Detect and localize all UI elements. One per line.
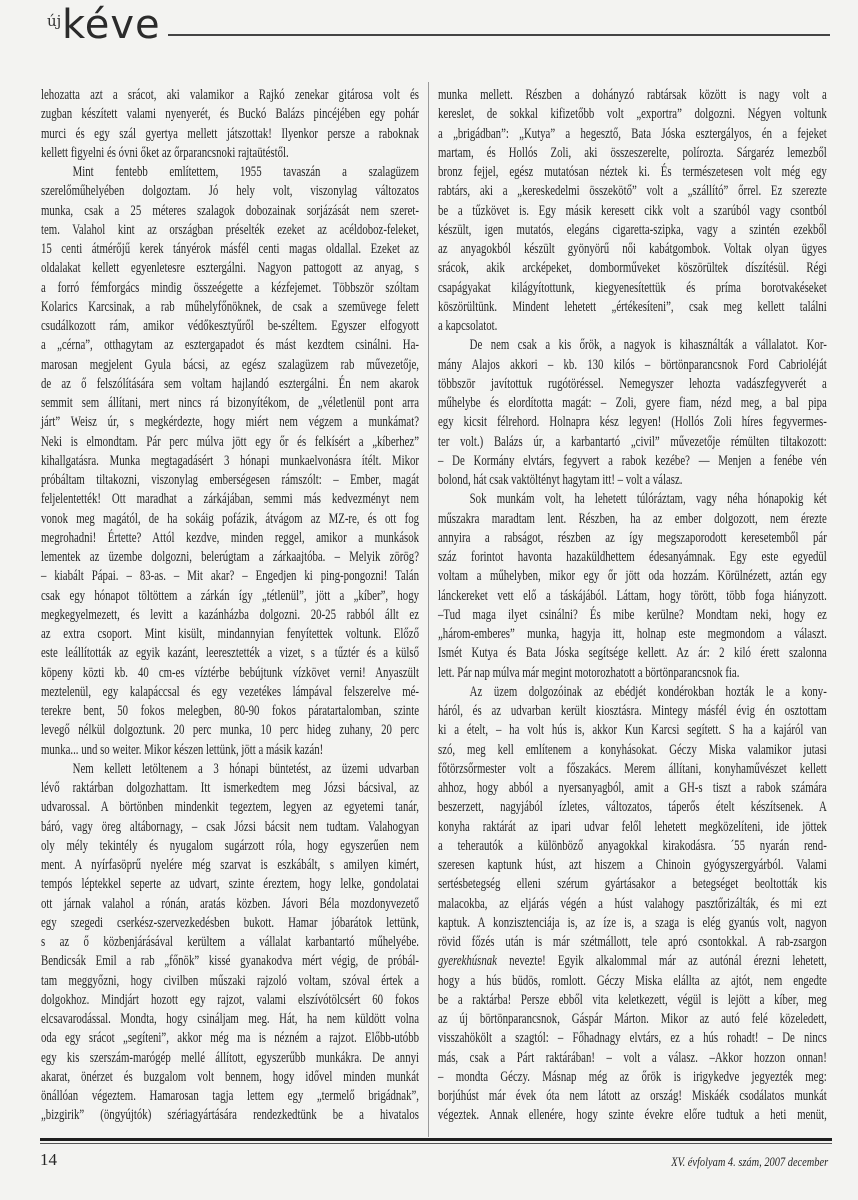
- text-line: Bendicsák Emil a rab „főnök” kissé gyanakodva mért végig, de próbál-: [41, 953, 419, 970]
- text-line: az új börtönparancsnok, Gáspár Márton. Mikor az autó felé közeledett,: [438, 1011, 827, 1027]
- text-line: csapágyakat kilágyítottunk, kiegyenesítettük és príma borotvakéseket: [438, 279, 827, 296]
- text-line: a „brigádban”: „Kutya” a hegesztő, Bata Jóska esztergályos, én a fejeket: [438, 125, 827, 142]
- text-line: martam, és Hollós Zoli, aki összeszerelte, polírozta. Sárgaréz lemezből: [438, 144, 827, 161]
- magazine-logo: kéve: [62, 2, 161, 48]
- text-line: zugban készített valami nyenyerét, és Buckó Balázs pincéjében egy pohár: [41, 106, 419, 123]
- text-line: többször javítottuk rugótöréssel. Nemegyszer lehozta vadászfegyverét a: [438, 375, 827, 392]
- text-line: vonok meg magától, de ha sokáig pofázik, átvágom az MZ-re, és ott fog: [41, 510, 419, 527]
- text-line: bronz fejjel, egész mutatósan néztek ki. És természetesen volt még egy: [438, 164, 827, 180]
- text-line: műhelybe és elordította magát: – Zoli, gyere fiam, nézd meg, a bal pipa: [438, 395, 827, 411]
- footer-rule-thin: [40, 1143, 832, 1144]
- text-line: Neki is elmondtam. Pár perc múlva jött egy őr és felkísért a „kíberhez”: [41, 433, 419, 450]
- text-line: ki a ételt, – ha volt hús is, akkor Kun Karcsi segített. S ha a kajáról van: [438, 722, 827, 739]
- text-line: Az üzem dolgozóinak az ebédjét kondérokban hozták le a kony-: [469, 683, 827, 700]
- text-line: köpeny közti kb. 40 cm-es víztérbe bebújtunk vízkövet verni! Anyaszült: [41, 664, 419, 681]
- italic-term: gyerekhúsnak: [438, 953, 497, 970]
- text-line: – De Kormány elvtárs, fegyvert a rabok kezébe? — Menjen a fenébe vén: [438, 452, 827, 469]
- text-line: „három-emberes” munka, hagyja itt, holnap este megmondom a választ.: [438, 626, 827, 642]
- text-line: dolgokhoz. Mindjárt hozott egy rajzot, valami elszívótölcsért 60 fokos: [41, 991, 419, 1008]
- text-line: háról, és az udvarban került kiosztásra. Mintegy másfél évig én osztottam: [438, 703, 827, 719]
- text-line: lévő raktárban dolgozhattam. Itt ismerkedtem meg Józsi bácsival, az: [41, 780, 419, 796]
- text-line: száz forintot havonta hazaküldhettem édesanyámnak. Egy este egyedül: [438, 549, 827, 565]
- text-line: báró, vagy öreg altábornagy, – csak Józsi bácsit nem tudtam. Valahogyan: [41, 818, 419, 835]
- text-line: az extra csoport. Mint kisült, mindannyian fenyítettek voltunk. Előző: [41, 626, 419, 642]
- text-line: murci és egy szál gyertya mellett játszottak! Ilyenkor persze a raboknak: [41, 125, 419, 142]
- text-line: főtörzsőrmester volt a főszakács. Merem állítani, konyhaművészet kellett: [438, 760, 827, 777]
- page-number: 14: [40, 1150, 57, 1169]
- text-line: De nem csak a kis őrök, a nagyok is kihasználták a vállalatot. Kor-: [469, 337, 827, 354]
- text-line: bolond, hát csak vaktöltényt hagytam itt! – volt a válasz.: [438, 472, 683, 488]
- text-line: Mint fentebb említettem, 1955 tavaszán a szalagüzem: [72, 164, 420, 180]
- text-line: 15 centi átmérőjű kerek tányérok másfél centi magas oldallal. Ezeket az: [41, 241, 419, 257]
- text-line: munka... und so weiter. Mikor készen lettünk, jött a másik kazán!: [41, 741, 324, 758]
- text-line: kihallgatásra. Munka megtagadásért 3 hónapi munkaelvonásra ítélt. Mikor: [41, 452, 419, 469]
- header-rule: [168, 34, 830, 36]
- text-line: srácok, akik arcképeket, domborműveket köszörültek díszítésül. Régi: [438, 260, 827, 277]
- text-line: Ismét Kutya és Bata Jóska segítsége kellett. Az ár: 2 kiló érett szalonna: [438, 645, 827, 662]
- text-line: be a tűzkövet is. Egy másik keresett cikk volt a szarúból vagy csontból: [438, 202, 827, 219]
- text-line: csudálkozott rám, amikor védőkesztyűről be-széltem. Egyszer elfogyott: [41, 318, 419, 334]
- column-divider: [428, 82, 429, 1137]
- text-line: s az ő közbenjárásával kerültem a vállalat karbantartó műhelyébe.: [41, 934, 419, 950]
- text-line: este leállították az egyik kazánt, leeresztették a vizet, s a tűztér és a külső: [41, 645, 419, 662]
- paragraph: [41, 760, 419, 1126]
- text-line: feljelentették! Ott maradhat a zárkájában, semmi más kedvezményt nem: [41, 491, 419, 508]
- text-line: „bizgirik” (öngyújtók) szériagyártására rendezkedtünk be a hivatalos: [41, 1107, 419, 1124]
- text-line: más, csak a Párt raktárában! – volt a válasz. –Akkor hozzon onnan!: [438, 1049, 827, 1066]
- text-line: oda egy srácot „segíteni”, akkor még ma is nézném a rajzot. Előbb-utóbb: [41, 1030, 419, 1047]
- text-line: lett. Pár nap múlva már megint motorozhatott a börtönparancsnok fia.: [438, 664, 740, 681]
- text-line: – kiabált Pápai. – 83-as. – Mit akar? – Engedjen ki ping-pongozni! Talán: [41, 568, 419, 585]
- text-line: hogy a hús büdös, romlott. Géczy Miska elállta az ajtót, nem engedte: [438, 972, 827, 989]
- text-line: köszörültünk. Mindent lehetett „értékesíteni”, csak meg kellett találni: [438, 298, 827, 315]
- text-line: meztelenül, egy kalapáccsal és egy vezetékes lámpával felszerelve mé-: [41, 683, 419, 700]
- text-line: –Tud maga ilyet csinálni? És mibe kerülne? Mondtam neki, hogy ez: [438, 606, 827, 623]
- text-line: önállóan végeztem. Hamarosan tagja lettem egy „termelő brigádnak”,: [41, 1088, 419, 1104]
- text-line: semmit sem állítani, mert nincs rá bizonyítékom, de „véletlenül pont arra: [41, 395, 419, 411]
- text-line: marosan megjelent Gyula bácsi, az egész szalagüzem rab művezetője,: [41, 356, 419, 373]
- text-line: voltam a műhelyben, mikor egy őr jött oda hozzám. Körülnézett, aztán egy: [438, 568, 827, 585]
- text-line: a teherautók a különböző anyagokkal kirakodásra. ´55 nyarán rend-: [438, 837, 827, 854]
- text-line: tam meggyőzni, hogy civilben műszaki rajzoló voltam, szóval értek a: [41, 972, 419, 989]
- text-line: szerelőműhelyében dolgoztam. Jó hely volt, viszonylag változatos: [41, 183, 419, 200]
- text-line: be a raktárba! Persze ebből vita keletkezett, végül is lejött a kíber, meg: [438, 991, 827, 1008]
- text-line: szó, meg kell említenem a konyhásokat. Géczy Miska valamikor jutasi: [438, 741, 827, 758]
- text-line: elcsavarodással. Mondta, hogy csináljam meg. Hát, ha nem küldött volna: [41, 1011, 419, 1027]
- text-line: műszakra maradtam lent. Részben, ha az ember dolgozott, nem érezte: [438, 510, 827, 527]
- text-line: a forró fémforgács mindig összeégette a kézfejemet. Többször szóltam: [41, 279, 419, 296]
- text-line: akarat, önérzet és buzgalom volt bennem, hogy idővel minden munkát: [41, 1068, 419, 1085]
- text-line: kaptuk. A konzisztenciája is, az íze is, a szaga is elég gyanús volt, nagyon: [438, 914, 827, 931]
- footer-rule: [40, 1138, 832, 1141]
- text-line: szeresen kaptunk húst, azt hiszem a Chinoin gyógyszergyárból. Valami: [438, 857, 827, 873]
- text-line: járt” Weisz úr, s megkérdezte, hogy miért nem végzem a munkámat?: [41, 414, 419, 431]
- text-line: kellett figyelni és óvni őket az őrparancsnoki rajtaütéstől.: [41, 144, 289, 161]
- text-line: lementek az üzembe dolgozni, belerúgtam a zárkaajtóba. – Melyik zörög?: [41, 549, 419, 565]
- text-line: egy kicsit félrehord. Holnapra kész legyen! (Hollós Zoli híres fegyvermes-: [438, 414, 827, 431]
- text-line: ter volt.) Balázs úr, a karbantartó „civil” művezetője rémülten tiltakozott:: [438, 433, 827, 450]
- text-line: beszerzett, nagyjából ízletes, változatos, táperős ételt készítsenek. A: [438, 799, 827, 816]
- magazine-title-prefix: új: [47, 12, 62, 30]
- paragraph: [438, 336, 827, 490]
- text-line: sertésbetegség elleni szérum gyártásakor a betegséget beoltották kis: [438, 876, 827, 893]
- text-line: próbáltam tiltakozni, viszonylag emberségesen rámszólt: – Ember, magát: [41, 472, 419, 488]
- paragraph: [438, 683, 827, 1126]
- text-line: Sok munkám volt, ha lehetett túlóráztam, vagy néha hónapokig két: [469, 491, 827, 508]
- text-line: rabtárs, aki a „kereskedelmi összekötő” volt a „szállító” őrrel. Ez szerezte: [438, 183, 827, 200]
- paragraph: [438, 490, 827, 683]
- issue-info: XV. évfolyam 4. szám, 2007 december: [671, 1154, 828, 1169]
- text-line: oly mély tekintély és nyugalom sugárzott róla, hogy egyszerűen nem: [41, 837, 419, 854]
- text-line: egy szegedi cserkész-szervezkedésben bukott. Hamar jóbarátok lettünk,: [41, 914, 419, 931]
- text-line: [438, 952, 827, 971]
- text-line: munka mellett. Részben a dohányzó rabtársak között is nagy volt a: [438, 87, 827, 103]
- text-line: végeztek. Annak ellenére, hogy szinte évekre előre tudtuk a heti menüt,: [438, 1107, 827, 1124]
- right-column: [438, 86, 858, 1131]
- text-line: malacokba, az eljárás végén a húst valahogy pasztőrizálták, és mi ezt: [438, 895, 827, 912]
- text-line: tempós léptekkel seperte az udvart, szinte éreztem, hogy lelke, gondolatai: [41, 876, 419, 893]
- text-line: az anyagokból készült gyönyörű női kabátgombok. Voltak olyan ügyes: [438, 241, 827, 257]
- text-line: udvarossal. A börtönben mindenkit tegeztem, legyen az egyetemi tanár,: [41, 799, 419, 816]
- text-line: terekre bent, 50 fokos melegben, 80-90 fokos páratartalomban, szinte: [41, 703, 419, 719]
- text-line: munka, csak a 25 méteres szalagok dobozainak sorjázását nem szeret-: [41, 202, 419, 219]
- paragraph: [438, 86, 827, 336]
- text-line: borjúhúst már évek óta nem látott az ország! Miskáék csodálatos munkát: [438, 1088, 827, 1104]
- text-line: lehozatta azt a srácot, aki valamikor a Rajkó zenekar gitárosa volt és: [41, 87, 419, 103]
- text-line: mány Alajos akkori – kb. 130 kilós – börtönparancsnok Ford Cabrioléját: [438, 356, 827, 373]
- text-line: konyha raktárát az ipari udvar felől lehetett megközelíteni, ide jöttek: [438, 818, 827, 835]
- text-line: ahhoz, hogy abból a nyersanyagból, amit a GH-s tiszt a rabok számára: [438, 780, 827, 796]
- text-line: lánckereket vett elő a táskájából. Láttam, hogy törött, több foga hiányzott.: [438, 587, 827, 604]
- paragraph: [41, 86, 419, 163]
- text-line: egy kis szerszám-marógép mellé állított, egyszerűbb munkákra. De annyi: [41, 1049, 419, 1066]
- text-line: oldalakat kellett egyenletesre esztergálni. Nagyon pattogott az anyag, s: [41, 260, 419, 277]
- text-line: Nem kellett letöltenem a 3 hónapi büntetést, az üzemi udvarban: [72, 760, 420, 777]
- text-line: tem. Valahol kint az országban préselték ezeket az acéldoboz-feleket,: [41, 221, 419, 238]
- text-line: – mondta Géczy. Másnap még az őrök is irigykedve jegyezték meg:: [438, 1068, 827, 1085]
- text-line: megkegyelmezett, és levitt a kazánházba dolgozni. 20-25 rabból állt ez: [41, 606, 419, 623]
- text-line: kereslet, de sokkal kifizetőbb volt „exportra” dolgozni. Négyen voltunk: [438, 106, 827, 123]
- text-line: levegő nélkül dolgoztunk. 20 perc munka, 10 perc hideg zuhany, 20 perc: [41, 722, 419, 739]
- text-line: csak egy hónapot töltöttem a zárkán így „tétlenül”, jött a „kíber”, hogy: [41, 587, 419, 604]
- text-segment: nevezte! Egyik alkalommal már az autónál érezni lehetett,: [496, 953, 827, 970]
- text-line: ment. A nyírfasöprű nyelére még szarvat is eszkábált, s amilyen kimért,: [41, 857, 419, 873]
- text-line: a kapcsolatot.: [438, 318, 498, 334]
- text-line: rövid főzés után is már szétmállott, tele apró csontokkal. A rab-zsargon: [438, 934, 827, 950]
- text-line: készült, igen mutatós, elegáns cigaretta-szipka, vagy a szintén ezekből: [438, 221, 827, 238]
- text-line: a „cérna”, otthagytam az esztergapadot és mást kezdtem csinálni. Ha-: [41, 337, 419, 354]
- text-line: visszahökölt a szagtól: – Főhadnagy elvtárs, ez a hús rohadt! – De nincs: [438, 1030, 827, 1047]
- text-line: annyira a rabságot, részben az így megszaporodott keresetemből pár: [438, 529, 827, 546]
- text-line: de az ő felszólítására sem voltam hajlandó esztergálni. Én nem akarok: [41, 375, 419, 392]
- text-line: Kolarics Karcsinak, a rab műhelyfőnöknek, de csak a szemüvege felett: [41, 298, 419, 315]
- text-line: megrohadni! Értette? Attól kezdve, minden reggel, amikor a munkások: [41, 529, 419, 546]
- text-line: ott járnak valahol a rónán, aratás közben. Jávori Béla mozdonyvezető: [41, 895, 419, 912]
- paragraph: [41, 163, 419, 760]
